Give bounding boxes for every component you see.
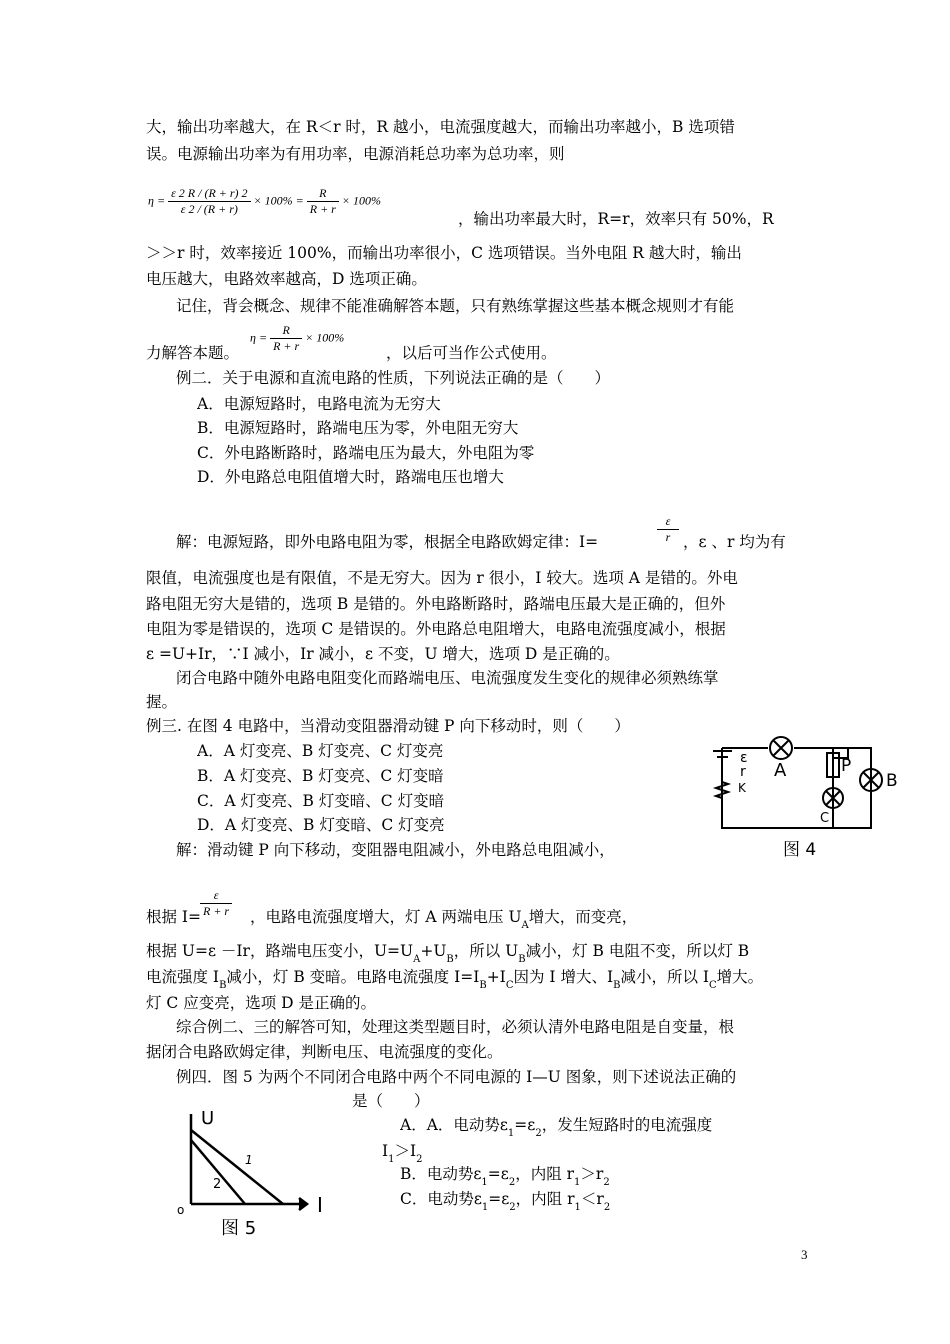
text-line: 大，输出功率越大，在 R＜r 时，R 越小，电流强度越大，而输出功率越小，B 选项错 <box>146 118 735 136</box>
solution-3-line: 解：滑动键 P 向下移动，变阻器电阻减小，外电路总电阻减小， <box>176 841 615 859</box>
figure-4-caption: 图 4 <box>783 840 817 860</box>
example-2-question: 例二．关于电源和直流电路的性质，下列说法正确的是（ ） <box>176 369 611 387</box>
example-4-question: 例四．图 5 为两个不同闭合电路中两个不同电源的 I—U 图象，则下述说法正确的 <box>176 1068 737 1086</box>
text-line: 电压越大，电路效率越高，D 选项正确。 <box>146 270 427 288</box>
text-line: 记住，背会概念、规律不能准确解答本题，只有熟练掌握这些基本概念规则才有能 <box>176 297 735 315</box>
slider-p-label: P <box>841 756 852 776</box>
text-line: ，ε 、r 均为有 <box>683 533 786 551</box>
option-d: D．A 灯变亮、B 灯变暗、C 灯变亮 <box>197 816 445 834</box>
text-line: 力解答本题。 <box>146 344 240 362</box>
option-a-continued: $I_1>I_2$ <box>382 1142 423 1165</box>
option-c: C．电动势$\varepsilon_1=\varepsilon_2$，内阻 $r_1<r_2$ <box>400 1190 611 1213</box>
ohm-law-fraction-2: $\frac{\varepsilon}{R + r}$ <box>200 888 232 919</box>
option-b: B．电动势$\varepsilon_1=\varepsilon_2$，内阻 $r_1>r_2$ <box>400 1165 610 1188</box>
option-a: A．A 灯变亮、B 灯变亮、C 灯变亮 <box>197 742 444 760</box>
text-line: ε =U+Ir，∵I 减小，Ir 减小，ε 不变，U 增大，选项 D 是正确的。 <box>146 645 620 663</box>
resistance-label: r <box>740 764 746 780</box>
text-line: ，电路电流强度增大，灯 A 两端电压 $U_A$增大，而变亮， <box>250 908 638 931</box>
text-line: 电流强度 $I_B$减小，灯 B 变暗。电路电流强度 $I=I_B+I_C$因为 I 增大、$I_B$减小，所以 $I_C$增大。 <box>146 968 764 991</box>
option-c: C．A 灯变亮、B 灯变暗、C 灯变暗 <box>197 792 445 810</box>
circuit-diagram-figure-4 <box>708 718 902 860</box>
text-line: 根据 U=ε －Ir，路端电压变小，$U=U_A+U_B$，所以 $U_B$减小，灯 B 电阻不变，所以灯 B <box>146 942 750 965</box>
text-line: 是（ ） <box>352 1092 430 1110</box>
lamp-a-label: A <box>774 760 787 781</box>
option-b: B．A 灯变亮、B 灯变亮、C 灯变暗 <box>197 767 444 785</box>
switch-k-label: K <box>738 781 746 795</box>
i-axis-label: I <box>317 1193 323 1217</box>
option-a: A．A．电动势$\varepsilon_1=\varepsilon_2$，发生短路时的电流强度 <box>400 1116 713 1139</box>
origin-label: o <box>177 1203 185 1217</box>
example-3-question: 例三. 在图 4 电路中，当滑动变阻器滑动键 P 向下移动时，则（ ） <box>146 717 630 735</box>
option-c: C．外电路断路时，路端电压为最大，外电阻为零 <box>197 444 535 462</box>
solution-2-line: 解：电源短路，即外电路电阻为零，根据全电路欧姆定律：I= <box>176 533 599 551</box>
line-1-label: 1 <box>245 1153 253 1167</box>
efficiency-formula-short: η = $\frac{R}{R + r}$ × 100% <box>250 323 345 353</box>
option-b: B．电源短路时，路端电压为零，外电阻无穷大 <box>197 419 519 437</box>
line-2-label: 2 <box>213 1177 222 1192</box>
option-a: A．电源短路时，电路电流为无穷大 <box>197 395 441 413</box>
text-line: 根据 I= <box>146 908 202 926</box>
text-line: 握。 <box>146 693 178 711</box>
iu-graph-figure-5 <box>175 1106 335 1241</box>
text-line: 综合例二、三的解答可知，处理这类型题目时，必须认清外电路电阻是自变量，根 <box>176 1018 735 1036</box>
ohm-law-fraction: $\frac{\varepsilon}{r}$ <box>657 514 679 545</box>
text-line: 据闭合电路欧姆定律，判断电压、电流强度的变化。 <box>146 1043 503 1061</box>
lamp-c-label: C <box>820 811 830 826</box>
u-axis-label: U <box>201 1108 215 1129</box>
text-line: 电阻为零是错误的，选项 C 是错误的。外电路总电阻增大，电路电流强度减小，根据 <box>146 620 726 638</box>
text-line: 误。电源输出功率为有用功率，电源消耗总功率为总功率，则 <box>146 145 565 163</box>
text-line: ，输出功率最大时，R=r，效率只有 50%，R <box>458 210 774 228</box>
option-d: D．外电路总电阻值增大时，路端电压也增大 <box>197 468 504 486</box>
text-line: 闭合电路中随外电路电阻变化而路端电压、电流强度发生变化的规律必须熟练掌 <box>176 669 719 687</box>
text-line: 灯 C 应变亮，选项 D 是正确的。 <box>146 994 376 1012</box>
text-line: 路电阻无穷大是错的，选项 B 是错的。外电路断路时，路端电压最大是正确的，但外 <box>146 595 726 613</box>
text-line: 限值，电流强度也是有限值，不是无穷大。因为 r 很小，I 较大。选项 A 是错的。外电 <box>146 569 738 587</box>
lamp-b-label: B <box>886 771 898 791</box>
figure-5-caption: 图 5 <box>221 1218 257 1239</box>
emf-label: ε <box>740 750 748 766</box>
text-line: ＞＞r 时，效率接近 100%，而输出功率很小，C 选项错误。当外电阻 R 越大时，输出 <box>146 244 742 262</box>
text-line: ，以后可当作公式使用。 <box>386 344 557 362</box>
efficiency-formula: η = $\frac{\varepsilon 2 R / (R + r) 2}{\varepsilon 2 / (R + r)}$ × 100% = $\frac{R}{R + r}$ × 100% <box>148 186 381 216</box>
page-number: 3 <box>801 1247 808 1262</box>
